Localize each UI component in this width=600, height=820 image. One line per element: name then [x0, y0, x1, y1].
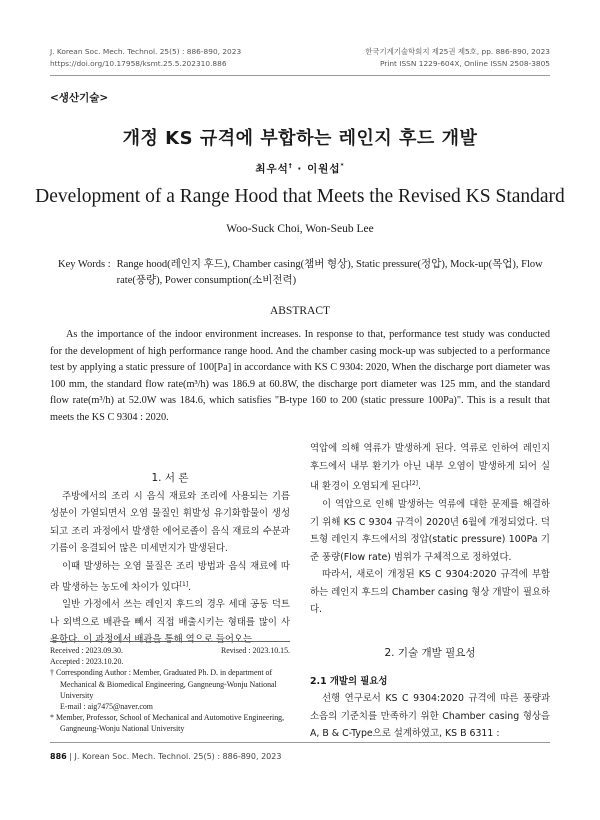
received-date: Received : 2023.09.30. — [50, 646, 123, 655]
author-1-ko: 최우석 — [255, 163, 289, 175]
paragraph-text: 역압에 의해 역류가 발생하게 된다. 역류로 인하여 레인지 후드에서 내부 환기가 아닌 내부 오염이 발생하게 되어 실내 환경이 오염되게 된다 — [310, 443, 550, 493]
journal-citation: J. Korean Soc. Mech. Technol. 25(5) : 886-890, 2023 — [50, 47, 242, 56]
citation-ref[interactable]: [1] — [179, 580, 189, 588]
paragraph: 선행 연구로서 KS C 9304:2020 규격에 따른 풍량과 소음의 기준치를 만족하기 위한 Chamber casing 형상을 A, B & C-Type으로 설계하였고, KS B 6311 : — [310, 693, 550, 740]
header-divider — [50, 75, 550, 76]
authors-korean — [0, 161, 600, 176]
author-1-mark: † — [288, 162, 293, 170]
section-1-title: 1. 서 론 — [151, 472, 189, 484]
keywords-text: Range hood(레인지 후드), Chamber casing(챔버 형상), Static pressure(정압), Mock-up(목업), Flow rate(풍량), Power consumption(소비전력) — [116, 259, 543, 286]
section-2-title: 2. 기술 개발 필요성 — [384, 647, 476, 660]
author-2-mark: * — [340, 162, 345, 170]
keywords — [58, 257, 560, 289]
paragraph — [50, 558, 290, 596]
title-english: Development of a Range Hood that Meets the Revised KS Standard — [35, 186, 565, 207]
paragraph: 주방에서의 조리 시 음식 재료와 조리에 사용되는 기름 성분이 가열되면서 오염 물질인 휘발성 유기화합물이 생성되고 조리 과정에서 발생한 에어로졸이 음식 재료의 수분과 기름이 응결되어 많은 미세먼지가 발생된다. — [50, 490, 290, 555]
accepted-date: Accepted : 2023.10.20. — [50, 657, 124, 667]
footnote-divider — [50, 641, 290, 642]
abstract-body: As the importance of the indoor environment increases. In response to that, performance test study was conducted for the development of high performance range hood. And the chamber casing mock-up was subjected to a performance test by applying a static pressure of 100[Pa] in accordance with KS C 9304: 2020, When the discharge port diameter was 100 mm, the standard flow rate(m³/h) was 186.9 at 60.8W, the discharge port diameter was 125 mm, and the standard flow rate(m³/h) at 52.0W was 184.6, which satisfies "B-type 160 to 200 (static pressure 100Pa)". This is a result that meets the KS C 9304 : 2020. — [50, 329, 550, 423]
citation-ref[interactable]: [2] — [409, 480, 419, 488]
paragraph-text: 이때 발생하는 오염 물질은 조리 방법과 음식 재료에 따라 발생하는 농도에 차이가 있다 — [50, 560, 290, 593]
authors-english: Woo-Suck Choi, Won-Seub Lee — [226, 223, 374, 235]
keywords-label: Key Words : — [58, 259, 111, 270]
page-footer — [50, 752, 281, 761]
date-row — [50, 645, 290, 656]
journal-citation-korean: 한국기계기술학회지 제25권 제5호, pp. 886-890, 2023 — [365, 47, 550, 56]
title-korean: 개정 KS 규격에 부합하는 레인지 후드 개발 — [122, 128, 478, 149]
paragraph-end: . — [418, 481, 421, 493]
footer-divider — [50, 742, 550, 743]
paragraph: 일반 가정에서 쓰는 레인지 후드의 경우 세대 공동 덕트나 외벽으로 배관을 빼서 직접 배출시키는 형태를 많이 사용한다. 이 과정에서 배관을 통해 역으로 들어오는 — [50, 599, 290, 646]
corresponding-author-text: Corresponding Author : Member, Graduated Ph. D. in department of Mechanical & Biomedical Engineering, Gangneung-Wonju National University — [55, 668, 277, 700]
section-tag: <생산기술> — [50, 92, 109, 104]
running-header — [50, 46, 550, 70]
member-text: Member, Professor, School of Mechanical and Automotive Engineering, Gangneung-Wonju National University — [55, 713, 285, 734]
doi-link[interactable]: https://doi.org/10.17958/ksmt.25.5.202310.886 — [50, 59, 227, 68]
paragraph-end: . — [188, 581, 192, 593]
corresponding-author-note — [50, 667, 290, 701]
dagger-mark: † — [50, 668, 54, 678]
footnotes — [50, 645, 290, 735]
issn-info: Print ISSN 1229-604X, Online ISSN 2508-3805 — [379, 59, 550, 68]
member-note — [50, 712, 290, 734]
footer-separator: | — [69, 752, 72, 761]
abstract-heading: ABSTRACT — [269, 305, 331, 317]
author-2-ko: 이원섭 — [307, 163, 341, 175]
email[interactable]: E-mail : aig7475@naver.com — [60, 702, 153, 712]
paragraph — [310, 440, 550, 496]
page-number: 886 — [50, 752, 67, 761]
asterisk-mark: * — [50, 713, 54, 723]
author-separator: · — [292, 163, 308, 175]
revised-date: Revised : 2023.10.15. — [220, 646, 290, 655]
paragraph: 따라서, 새로이 개정된 KS C 9304:2020 규격에 부합하는 레인지 후드의 Chamber casing 형상 개발이 필요하다. — [310, 569, 550, 616]
left-column — [50, 470, 290, 649]
paragraph: 이 역압으로 인해 발생하는 역류에 대한 문제를 해결하기 위해 KS C 9304 규격이 2020년 6월에 개정되었다. 덕트형 레인지 후드에서의 정압(static pressure) 100Pa 기준 풍량(Flow rate) 범위가 구체적으로 정하였다. — [310, 498, 550, 563]
right-column — [310, 440, 550, 743]
footer-journal: J. Korean Soc. Mech. Technol. 25(5) : 886-890, 2023 — [74, 752, 282, 761]
subsection-title: 2.1 개발의 필요성 — [310, 675, 388, 687]
